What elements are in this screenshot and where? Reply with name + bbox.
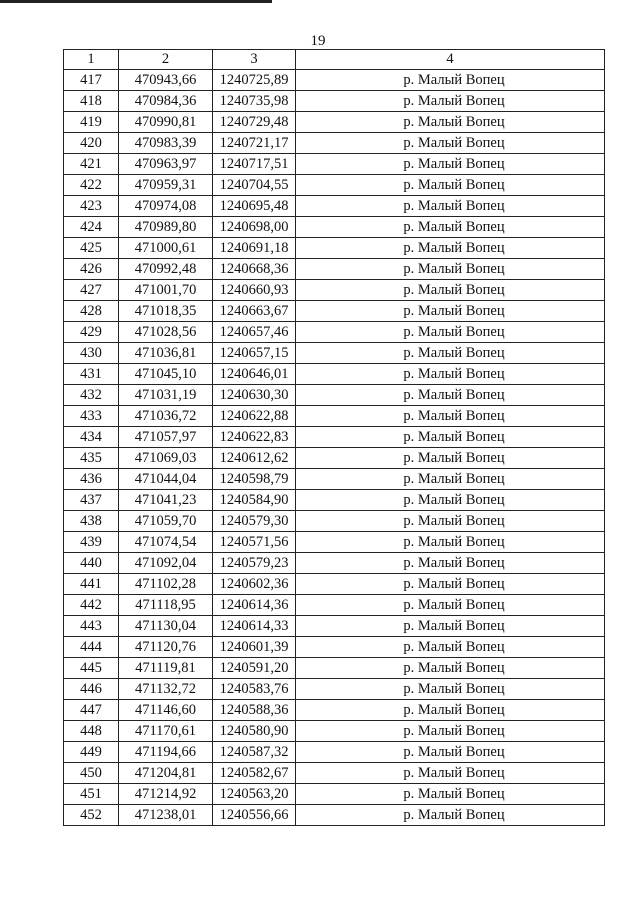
- x-coordinate-cell: 471238,01: [119, 805, 213, 826]
- point-number-cell: 449: [64, 742, 119, 763]
- point-number-cell: 441: [64, 574, 119, 595]
- x-coordinate-cell: 471146,60: [119, 700, 213, 721]
- description-cell: р. Малый Вопец: [296, 805, 605, 826]
- table-row: [64, 658, 605, 679]
- point-number-cell: 423: [64, 196, 119, 217]
- x-coordinate-cell: 471044,04: [119, 469, 213, 490]
- y-coordinate-cell: 1240657,46: [213, 322, 296, 343]
- description-cell: р. Малый Вопец: [296, 238, 605, 259]
- x-coordinate-cell: 471057,97: [119, 427, 213, 448]
- table-row: [64, 742, 605, 763]
- description-cell: р. Малый Вопец: [296, 406, 605, 427]
- x-coordinate-cell: 471031,19: [119, 385, 213, 406]
- point-number-cell: 427: [64, 280, 119, 301]
- x-coordinate-cell: 470963,97: [119, 154, 213, 175]
- y-coordinate-cell: 1240583,76: [213, 679, 296, 700]
- column-header: 4: [296, 50, 605, 70]
- description-cell: р. Малый Вопец: [296, 679, 605, 700]
- description-cell: р. Малый Вопец: [296, 448, 605, 469]
- y-coordinate-cell: 1240591,20: [213, 658, 296, 679]
- y-coordinate-cell: 1240602,36: [213, 574, 296, 595]
- point-number-cell: 437: [64, 490, 119, 511]
- description-cell: р. Малый Вопец: [296, 133, 605, 154]
- y-coordinate-cell: 1240630,30: [213, 385, 296, 406]
- table-row: [64, 364, 605, 385]
- description-cell: р. Малый Вопец: [296, 511, 605, 532]
- x-coordinate-cell: 470992,48: [119, 259, 213, 280]
- y-coordinate-cell: 1240735,98: [213, 91, 296, 112]
- description-cell: р. Малый Вопец: [296, 364, 605, 385]
- y-coordinate-cell: 1240663,67: [213, 301, 296, 322]
- description-cell: р. Малый Вопец: [296, 196, 605, 217]
- x-coordinate-cell: 470990,81: [119, 112, 213, 133]
- y-coordinate-cell: 1240691,18: [213, 238, 296, 259]
- y-coordinate-cell: 1240582,67: [213, 763, 296, 784]
- description-cell: р. Малый Вопец: [296, 532, 605, 553]
- description-cell: р. Малый Вопец: [296, 385, 605, 406]
- table-row: [64, 700, 605, 721]
- y-coordinate-cell: 1240614,36: [213, 595, 296, 616]
- x-coordinate-cell: 471119,81: [119, 658, 213, 679]
- table-row: [64, 91, 605, 112]
- point-number-cell: 446: [64, 679, 119, 700]
- point-number-cell: 420: [64, 133, 119, 154]
- point-number-cell: 452: [64, 805, 119, 826]
- description-cell: р. Малый Вопец: [296, 700, 605, 721]
- y-coordinate-cell: 1240601,39: [213, 637, 296, 658]
- description-cell: р. Малый Вопец: [296, 658, 605, 679]
- x-coordinate-cell: 471194,66: [119, 742, 213, 763]
- point-number-cell: 443: [64, 616, 119, 637]
- x-coordinate-cell: 471092,04: [119, 553, 213, 574]
- description-cell: р. Малый Вопец: [296, 217, 605, 238]
- description-cell: р. Малый Вопец: [296, 280, 605, 301]
- y-coordinate-cell: 1240704,55: [213, 175, 296, 196]
- x-coordinate-cell: 471041,23: [119, 490, 213, 511]
- point-number-cell: 445: [64, 658, 119, 679]
- y-coordinate-cell: 1240579,30: [213, 511, 296, 532]
- table-row: [64, 301, 605, 322]
- y-coordinate-cell: 1240698,00: [213, 217, 296, 238]
- point-number-cell: 434: [64, 427, 119, 448]
- description-cell: р. Малый Вопец: [296, 343, 605, 364]
- table-row: [64, 784, 605, 805]
- x-coordinate-cell: 471170,61: [119, 721, 213, 742]
- point-number-cell: 440: [64, 553, 119, 574]
- table-row: [64, 175, 605, 196]
- x-coordinate-cell: 471118,95: [119, 595, 213, 616]
- table-header-row: [64, 50, 605, 70]
- table-row: [64, 133, 605, 154]
- x-coordinate-cell: 471001,70: [119, 280, 213, 301]
- table-row: [64, 280, 605, 301]
- point-number-cell: 429: [64, 322, 119, 343]
- x-coordinate-cell: 471059,70: [119, 511, 213, 532]
- point-number-cell: 435: [64, 448, 119, 469]
- table-row: [64, 532, 605, 553]
- coordinates-table-container: [63, 49, 604, 826]
- description-cell: р. Малый Вопец: [296, 574, 605, 595]
- table-row: [64, 574, 605, 595]
- table-row: [64, 511, 605, 532]
- description-cell: р. Малый Вопец: [296, 595, 605, 616]
- x-coordinate-cell: 471074,54: [119, 532, 213, 553]
- table-row: [64, 553, 605, 574]
- x-coordinate-cell: 471036,72: [119, 406, 213, 427]
- point-number-cell: 424: [64, 217, 119, 238]
- description-cell: р. Малый Вопец: [296, 112, 605, 133]
- table-row: [64, 406, 605, 427]
- description-cell: р. Малый Вопец: [296, 763, 605, 784]
- x-coordinate-cell: 471000,61: [119, 238, 213, 259]
- y-coordinate-cell: 1240725,89: [213, 70, 296, 91]
- point-number-cell: 433: [64, 406, 119, 427]
- page-number: 19: [310, 33, 326, 49]
- point-number-cell: 432: [64, 385, 119, 406]
- y-coordinate-cell: 1240588,36: [213, 700, 296, 721]
- x-coordinate-cell: 470983,39: [119, 133, 213, 154]
- description-cell: р. Малый Вопец: [296, 469, 605, 490]
- point-number-cell: 417: [64, 70, 119, 91]
- x-coordinate-cell: 470989,80: [119, 217, 213, 238]
- point-number-cell: 421: [64, 154, 119, 175]
- description-cell: р. Малый Вопец: [296, 553, 605, 574]
- description-cell: р. Малый Вопец: [296, 784, 605, 805]
- coordinates-table: [63, 49, 605, 826]
- table-row: [64, 595, 605, 616]
- y-coordinate-cell: 1240622,88: [213, 406, 296, 427]
- description-cell: р. Малый Вопец: [296, 91, 605, 112]
- x-coordinate-cell: 471132,72: [119, 679, 213, 700]
- x-coordinate-cell: 471120,76: [119, 637, 213, 658]
- description-cell: р. Малый Вопец: [296, 742, 605, 763]
- table-row: [64, 763, 605, 784]
- y-coordinate-cell: 1240580,90: [213, 721, 296, 742]
- description-cell: р. Малый Вопец: [296, 175, 605, 196]
- table-row: [64, 154, 605, 175]
- x-coordinate-cell: 471204,81: [119, 763, 213, 784]
- description-cell: р. Малый Вопец: [296, 301, 605, 322]
- table-row: [64, 448, 605, 469]
- y-coordinate-cell: 1240660,93: [213, 280, 296, 301]
- point-number-cell: 450: [64, 763, 119, 784]
- point-number-cell: 442: [64, 595, 119, 616]
- description-cell: р. Малый Вопец: [296, 637, 605, 658]
- y-coordinate-cell: 1240695,48: [213, 196, 296, 217]
- table-row: [64, 238, 605, 259]
- y-coordinate-cell: 1240584,90: [213, 490, 296, 511]
- table-row: [64, 616, 605, 637]
- description-cell: р. Малый Вопец: [296, 154, 605, 175]
- y-coordinate-cell: 1240614,33: [213, 616, 296, 637]
- point-number-cell: 425: [64, 238, 119, 259]
- y-coordinate-cell: 1240646,01: [213, 364, 296, 385]
- x-coordinate-cell: 470974,08: [119, 196, 213, 217]
- table-row: [64, 322, 605, 343]
- point-number-cell: 431: [64, 364, 119, 385]
- table-row: [64, 385, 605, 406]
- point-number-cell: 451: [64, 784, 119, 805]
- table-row: [64, 805, 605, 826]
- y-coordinate-cell: 1240622,83: [213, 427, 296, 448]
- table-row: [64, 217, 605, 238]
- table-row: [64, 70, 605, 91]
- description-cell: р. Малый Вопец: [296, 427, 605, 448]
- point-number-cell: 426: [64, 259, 119, 280]
- table-row: [64, 721, 605, 742]
- point-number-cell: 418: [64, 91, 119, 112]
- x-coordinate-cell: 471069,03: [119, 448, 213, 469]
- column-header: 2: [119, 50, 213, 70]
- x-coordinate-cell: 471102,28: [119, 574, 213, 595]
- x-coordinate-cell: 471028,56: [119, 322, 213, 343]
- point-number-cell: 428: [64, 301, 119, 322]
- x-coordinate-cell: 471036,81: [119, 343, 213, 364]
- point-number-cell: 444: [64, 637, 119, 658]
- point-number-cell: 436: [64, 469, 119, 490]
- y-coordinate-cell: 1240657,15: [213, 343, 296, 364]
- column-header: 1: [64, 50, 119, 70]
- table-row: [64, 112, 605, 133]
- y-coordinate-cell: 1240668,36: [213, 259, 296, 280]
- point-number-cell: 422: [64, 175, 119, 196]
- description-cell: р. Малый Вопец: [296, 322, 605, 343]
- x-coordinate-cell: 471045,10: [119, 364, 213, 385]
- table-row: [64, 637, 605, 658]
- x-coordinate-cell: 470984,36: [119, 91, 213, 112]
- x-coordinate-cell: 470943,66: [119, 70, 213, 91]
- table-row: [64, 469, 605, 490]
- description-cell: р. Малый Вопец: [296, 721, 605, 742]
- y-coordinate-cell: 1240612,62: [213, 448, 296, 469]
- x-coordinate-cell: 470959,31: [119, 175, 213, 196]
- point-number-cell: 439: [64, 532, 119, 553]
- y-coordinate-cell: 1240587,32: [213, 742, 296, 763]
- table-row: [64, 490, 605, 511]
- y-coordinate-cell: 1240721,17: [213, 133, 296, 154]
- description-cell: р. Малый Вопец: [296, 490, 605, 511]
- point-number-cell: 447: [64, 700, 119, 721]
- x-coordinate-cell: 471018,35: [119, 301, 213, 322]
- y-coordinate-cell: 1240563,20: [213, 784, 296, 805]
- y-coordinate-cell: 1240729,48: [213, 112, 296, 133]
- point-number-cell: 438: [64, 511, 119, 532]
- y-coordinate-cell: 1240556,66: [213, 805, 296, 826]
- point-number-cell: 448: [64, 721, 119, 742]
- y-coordinate-cell: 1240579,23: [213, 553, 296, 574]
- y-coordinate-cell: 1240598,79: [213, 469, 296, 490]
- table-body: [64, 70, 605, 826]
- point-number-cell: 419: [64, 112, 119, 133]
- x-coordinate-cell: 471130,04: [119, 616, 213, 637]
- table-row: [64, 427, 605, 448]
- table-row: [64, 343, 605, 364]
- description-cell: р. Малый Вопец: [296, 616, 605, 637]
- column-header: 3: [213, 50, 296, 70]
- top-rule: [0, 0, 272, 3]
- table-row: [64, 679, 605, 700]
- table-row: [64, 259, 605, 280]
- x-coordinate-cell: 471214,92: [119, 784, 213, 805]
- y-coordinate-cell: 1240571,56: [213, 532, 296, 553]
- y-coordinate-cell: 1240717,51: [213, 154, 296, 175]
- description-cell: р. Малый Вопец: [296, 70, 605, 91]
- point-number-cell: 430: [64, 343, 119, 364]
- description-cell: р. Малый Вопец: [296, 259, 605, 280]
- table-row: [64, 196, 605, 217]
